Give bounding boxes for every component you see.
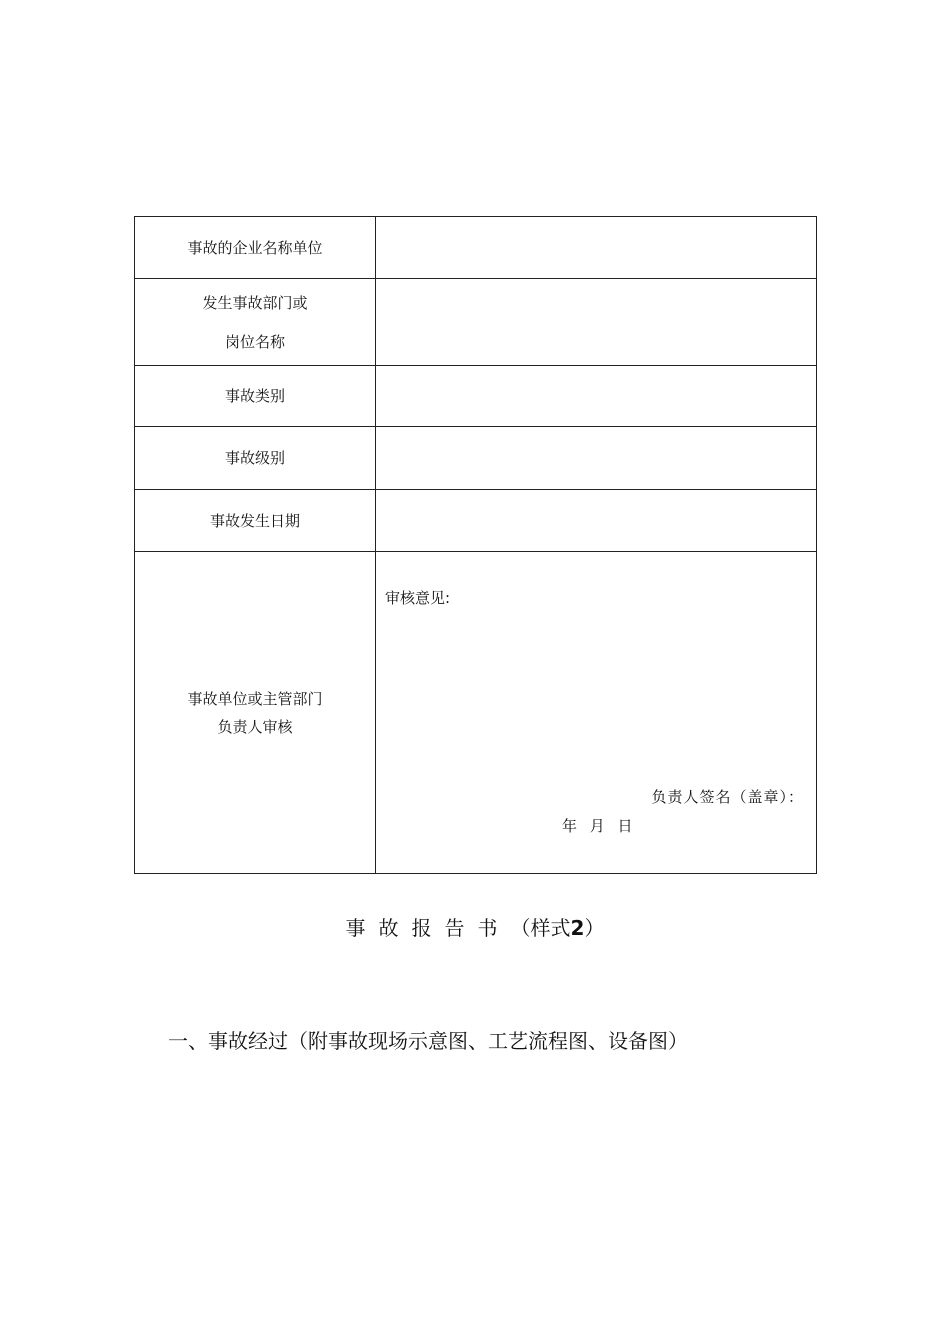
label-line: 事故类别 [224, 387, 285, 405]
label-line: 事故发生日期 [209, 511, 300, 530]
label-line: 事故级别 [224, 449, 285, 467]
form-row-department [135, 279, 817, 366]
document-title-paren-close: ） [584, 916, 605, 940]
form-value-level[interactable] [376, 427, 817, 490]
label-line: 事故的企业名称单位 [187, 238, 323, 257]
form-value-review[interactable] [376, 552, 817, 874]
form-row-date [135, 490, 817, 552]
form-row-company-name [135, 217, 817, 279]
label-line: 负责人审核 [217, 717, 293, 736]
form-label-category [135, 366, 376, 427]
document-title-number: 2 [570, 916, 585, 940]
form-label-level [135, 427, 376, 490]
review-opinion-label: 审核意见: [385, 589, 451, 607]
form-label-company-name [135, 217, 376, 279]
document-title [0, 914, 950, 942]
label-line: 事故单位或主管部门 [187, 689, 323, 708]
document-title-main: 事故报告书 [345, 916, 511, 940]
label-line: 发生事故部门或 [202, 293, 308, 312]
form-row-level [135, 427, 817, 490]
form-value-date[interactable] [376, 490, 817, 552]
form-label-review [135, 552, 376, 874]
form-label-date [135, 490, 376, 552]
section-heading: 一、事故经过（附事故现场示意图、工艺流程图、设备图） [168, 1029, 688, 1053]
form-value-department[interactable] [376, 279, 817, 366]
signature-label: 负责人签名（盖章）： [651, 788, 804, 806]
form-value-company-name[interactable] [376, 217, 817, 279]
form-row-review [135, 552, 817, 874]
form-value-category[interactable] [376, 366, 817, 427]
form-label-department [135, 279, 376, 366]
document-title-paren-open: （样式 [510, 916, 571, 940]
accident-report-form [134, 216, 817, 874]
label-line: 岗位名称 [224, 332, 285, 351]
date-label: 年 月 日 [562, 817, 633, 835]
form-row-category [135, 366, 817, 427]
